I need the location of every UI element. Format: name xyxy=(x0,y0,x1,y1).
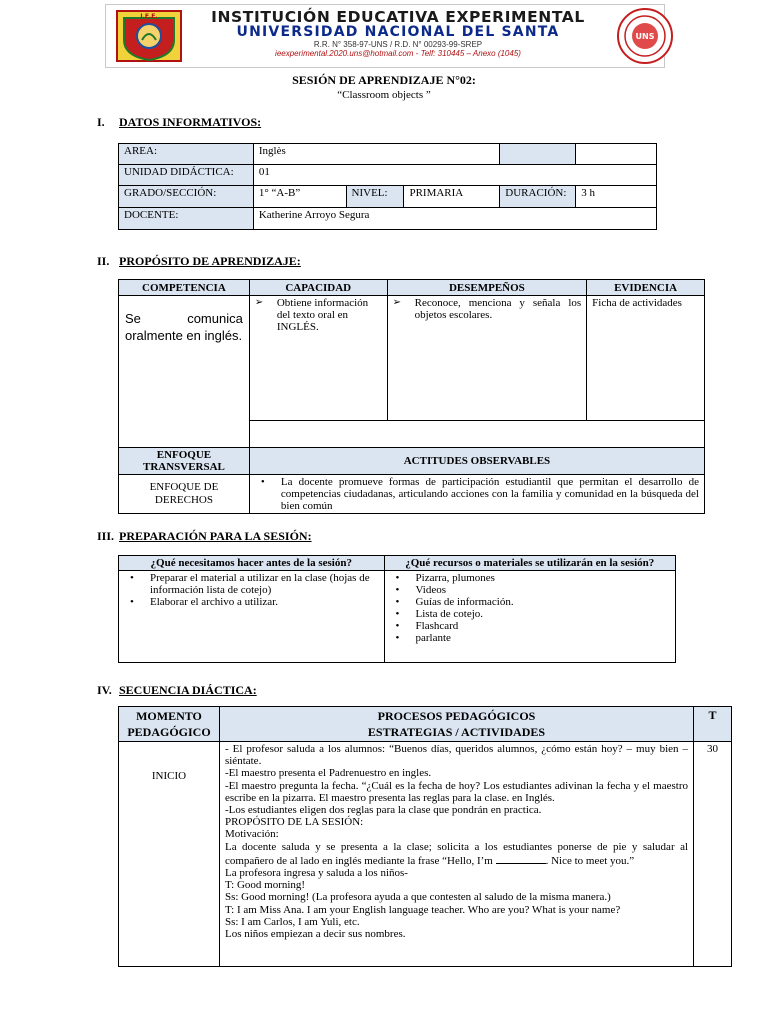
university-seal-right xyxy=(617,8,673,64)
proceso-line: Ss: Good morning! (La profesora ayuda a que contesten al saludo de la misma manera.) xyxy=(224,891,611,904)
proceso-line: La docente saluda y se presenta a la clase; solicita a los estudiantes ponerse de pie y saludar al compañero de al lado en inglés mediante la frase “Hello, I’m . Nice to meet you.” xyxy=(224,840,689,867)
grado-label: GRADO/SECCIÓN: xyxy=(119,186,254,208)
area-extra-cell-2 xyxy=(576,144,657,165)
col-procesos-line2: ESTRATEGIAS / ACTIVIDADES xyxy=(367,725,546,739)
nivel-label: NIVEL: xyxy=(346,186,404,208)
area-extra-cell xyxy=(500,144,576,165)
proceso-line: La profesora ingresa y saluda a los niños- xyxy=(224,867,408,880)
recurso-item: • Flashcard xyxy=(390,620,670,632)
svg-text:I.E.E.: I.E.E. xyxy=(140,13,158,20)
enfoque-table xyxy=(118,447,705,514)
recurso-item: • Videos xyxy=(390,584,670,596)
proceso-line: Los niños empiezan a decir sus nombres. xyxy=(224,928,406,941)
evidencia-cell: Ficha de actividades xyxy=(587,296,705,421)
capacidad-item: ➢ Obtiene información del texto oral en INGLÉS. xyxy=(255,297,382,333)
col-momento: MOMENTO PEDAGÓGICO xyxy=(119,707,220,742)
tiempo-inicio: 30 xyxy=(694,742,732,967)
recurso-item: • parlante xyxy=(390,632,670,644)
school-logo-left xyxy=(116,10,182,62)
docente-value: Katherine Arroyo Segura xyxy=(253,208,656,230)
proposito-table xyxy=(118,279,705,461)
col-tiempo: T xyxy=(694,707,732,742)
session-subtitle: “Classroom objects ” xyxy=(337,89,431,101)
secuencia-table xyxy=(118,706,732,967)
section-heading-proposito: II. PROPÓSITO DE APRENDIZAJE: xyxy=(97,254,301,268)
capacidad-cell xyxy=(249,296,387,421)
datos-informativos-table xyxy=(118,143,657,230)
col-enfoque: ENFOQUE TRANSVERSAL xyxy=(119,448,250,475)
competencia-cell: Se comunica oralmente en inglés. xyxy=(119,296,250,461)
header-resolution: R.R. N° 358-97-UNS / R.D. N° 00293-99-SREP xyxy=(313,40,483,49)
nivel-value: PRIMARIA xyxy=(404,186,500,208)
col-recursos: ¿Qué recursos o materiales se utilizarán en la sesión? xyxy=(384,556,675,571)
duracion-label: DURACIÓN: xyxy=(500,186,576,208)
col-procesos xyxy=(219,707,693,742)
col-antes-sesion: ¿Qué necesitamos hacer antes de la sesión? xyxy=(119,556,385,571)
proceso-line: -El maestro presenta el Padrenuestro en ingles. xyxy=(224,767,432,780)
proceso-line: PROPÓSITO DE LA SESIÓN: xyxy=(224,816,364,829)
procesos-cell xyxy=(219,742,693,967)
svg-text:UNS: UNS xyxy=(635,32,655,41)
area-label: AREA: xyxy=(119,144,254,165)
antes-sesion-cell xyxy=(119,571,385,663)
preparacion-table xyxy=(118,555,676,663)
actitud-cell xyxy=(249,475,704,514)
col-evidencia: EVIDENCIA xyxy=(587,280,705,296)
header-institution-name: INSTITUCIÓN EDUCATIVA EXPERIMENTAL xyxy=(211,8,585,26)
recurso-item: • Pizarra, plumones xyxy=(390,572,670,584)
section-heading-secuencia: IV. SECUENCIA DIÁCTICA: xyxy=(97,683,257,697)
proceso-line: Motivación: xyxy=(224,828,279,841)
docente-label: DOCENTE: xyxy=(119,208,254,230)
recursos-cell xyxy=(384,571,675,663)
blank-line xyxy=(496,853,546,864)
recurso-item: • Lista de cotejo. xyxy=(390,608,670,620)
proceso-line: T: I am Miss Ana. I am your English language teacher. Who are you? What is your name? xyxy=(224,903,621,916)
desempeno-item: ➢ Reconoce, menciona y señala los objetos escolares. xyxy=(393,297,582,321)
col-competencia: COMPETENCIA xyxy=(119,280,250,296)
duracion-value: 3 h xyxy=(576,186,657,208)
grado-value: 1° “A-B” xyxy=(253,186,346,208)
area-value: Inglès xyxy=(253,144,499,165)
momento-inicio: INICIO xyxy=(119,742,220,967)
col-desempenos: DESEMPEÑOS xyxy=(387,280,587,296)
desempeno-cell xyxy=(387,296,587,421)
col-capacidad: CAPACIDAD xyxy=(249,280,387,296)
antes-item: • Elaborar el archivo a utilizar. xyxy=(124,596,379,608)
header-contact: ieexperimental.2020.uns@hotmail.com - Telf: 310445 – Anexo (1045) xyxy=(275,49,521,58)
actitud-item: • La docente promueve formas de participación estudiantil que permitan el desarrollo de competencias ciudadanas, articulando acciones con la familia y comunidad en la búsqueda del bien común xyxy=(255,476,699,512)
recurso-item: • Guías de información. xyxy=(390,596,670,608)
header-university-name: UNIVERSIDAD NACIONAL DEL SANTA xyxy=(236,24,560,40)
col-actitudes: ACTITUDES OBSERVABLES xyxy=(249,448,704,475)
proceso-line: -Los estudiantes eligen dos reglas para la clase que pondrán en practica. xyxy=(224,804,542,817)
session-title: SESIÓN DE APRENDIZAJE N°02: xyxy=(292,73,476,87)
unidad-label: UNIDAD DIDÁCTICA: xyxy=(119,165,254,186)
antes-item: • Preparar el material a utilizar en la clase (hojas de información lista de cotejo) xyxy=(124,572,379,596)
section-heading-preparacion: III. PREPARACIÓN PARA LA SESIÓN: xyxy=(97,529,312,543)
proceso-line: - El profesor saluda a los alumnos: “Buenos días, queridos alumnos, ¿cómo están hoy? – muy bien – siéntate. xyxy=(224,743,689,768)
enfoque-value: ENFOQUE DE DERECHOS xyxy=(119,475,250,514)
section-heading-datos: I. DATOS INFORMATIVOS: xyxy=(97,115,262,129)
col-procesos-line1: PROCESOS PEDAGÓGICOS xyxy=(377,709,536,723)
proceso-line: T: Good morning! xyxy=(224,879,306,892)
unidad-value: 01 xyxy=(253,165,656,186)
proceso-line: Ss: I am Carlos, I am Yuli, etc. xyxy=(224,915,360,928)
proceso-line: -El maestro pregunta la fecha. “¿Cuál es la fecha de hoy? Los estudiantes adivinan la fecha y el maestro escribe en la pizarra. El maestro presenta las reglas para la clase. en Inglés. xyxy=(224,779,689,804)
